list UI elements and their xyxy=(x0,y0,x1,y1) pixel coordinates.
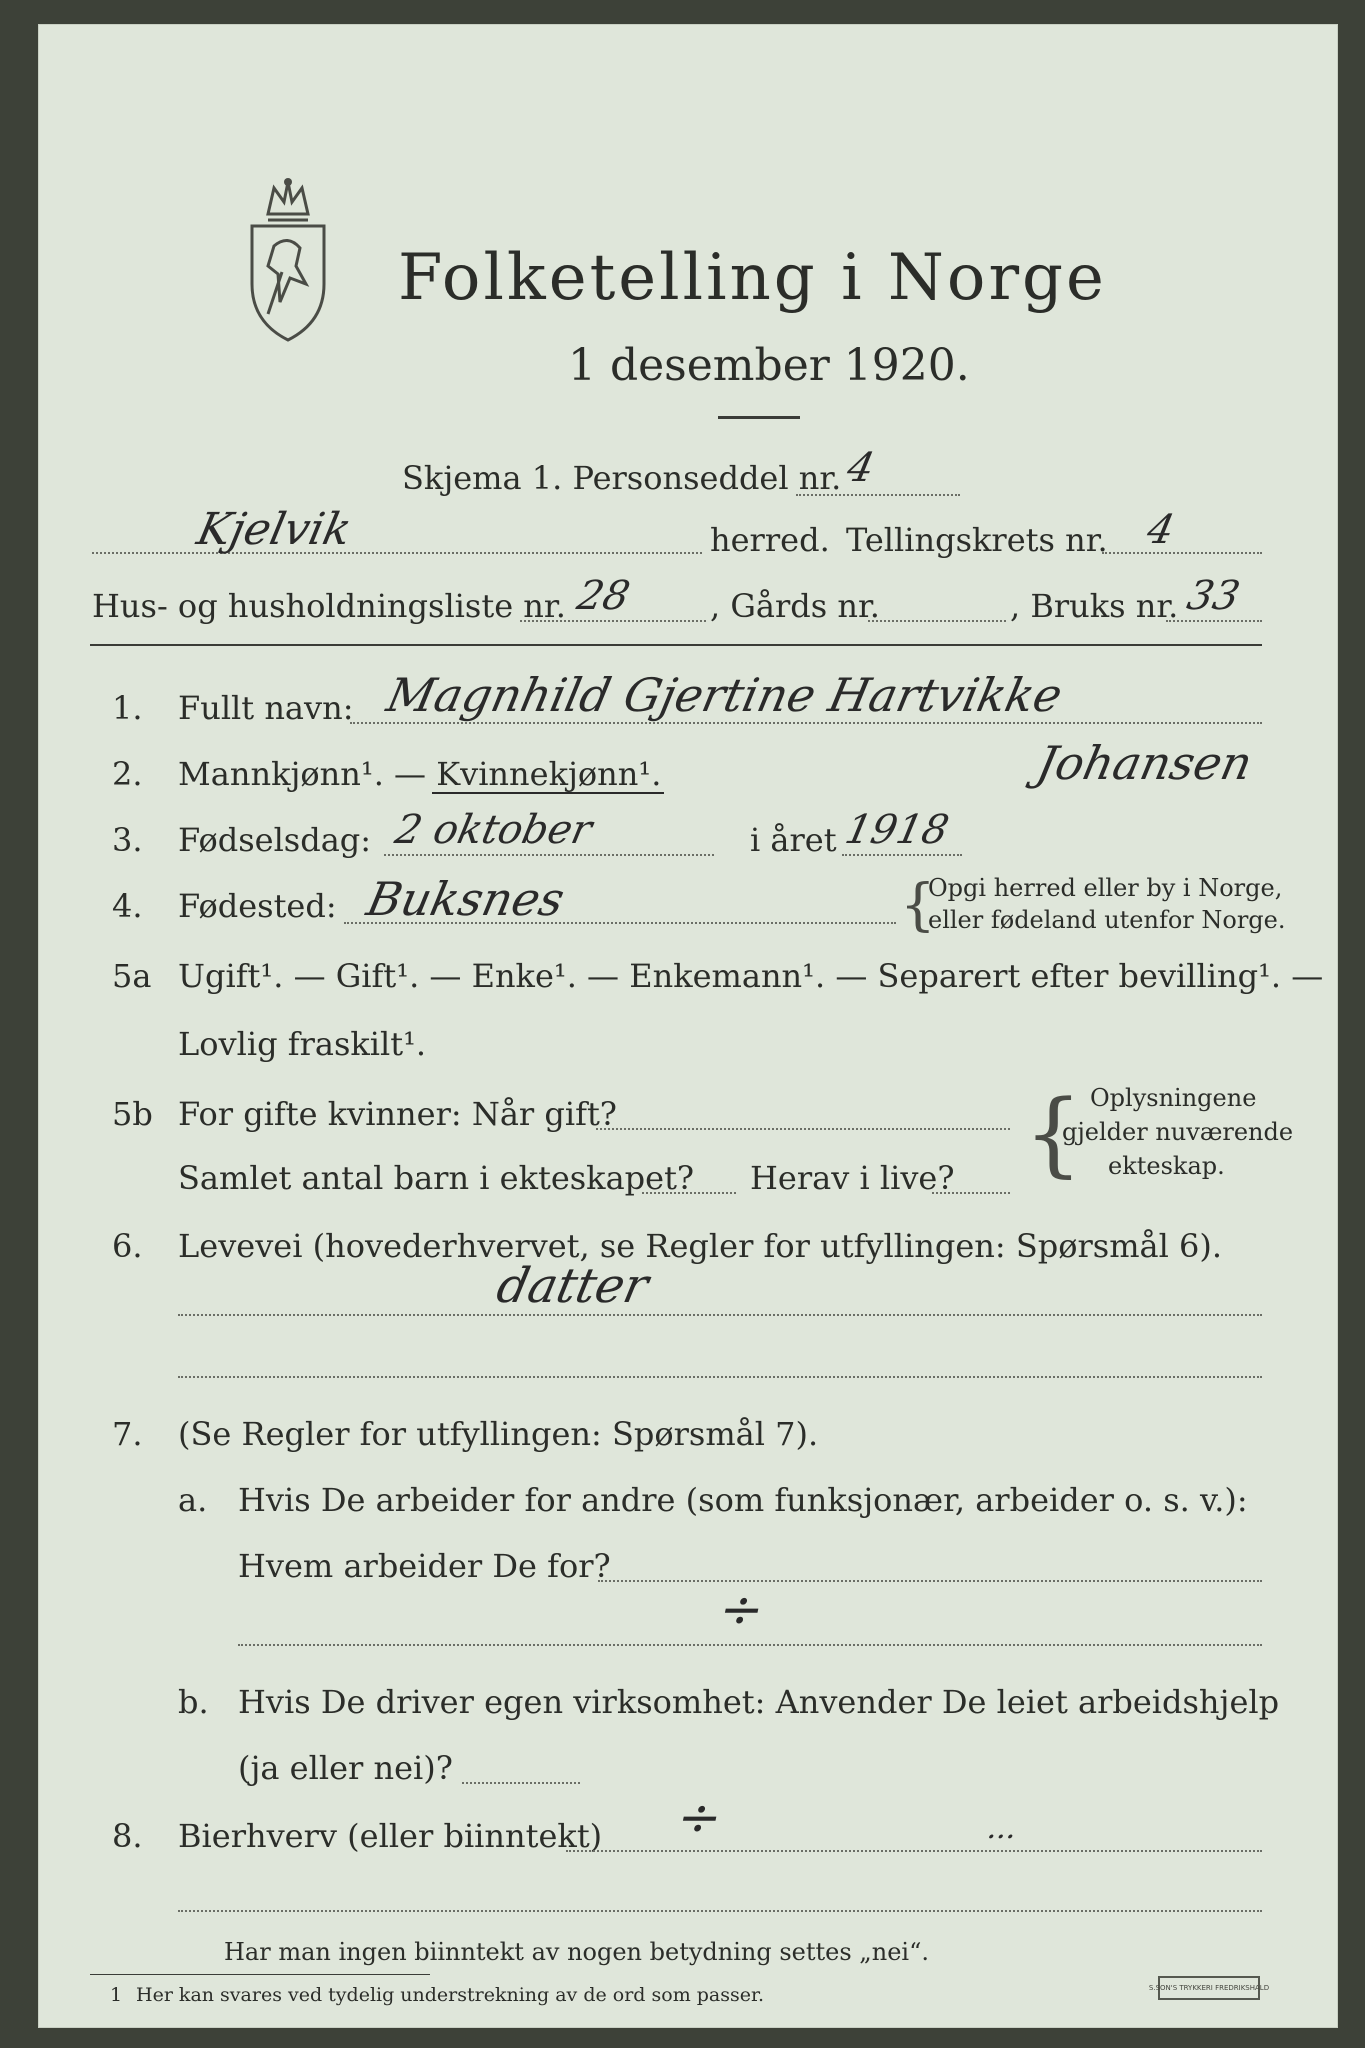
household-list-label: Hus- og husholdningsliste nr. xyxy=(92,587,566,625)
q1-label: Fullt navn: xyxy=(178,689,354,727)
herred-value: Kjelvik xyxy=(192,504,356,555)
q4-number: 4. xyxy=(112,887,143,925)
q7b-answer-line xyxy=(462,1782,580,1784)
gards-value-line xyxy=(868,620,1006,622)
q1-full-name: Magnhild Gjertine Hartvikke xyxy=(382,668,1068,722)
schema-value: 4 xyxy=(843,445,879,491)
printer-stamp xyxy=(1148,1976,1270,2000)
q3-birthday: 2 oktober xyxy=(391,807,596,853)
q3-value-line xyxy=(384,854,714,856)
q5a-number: 5a xyxy=(112,957,152,995)
census-form-page xyxy=(38,24,1338,2028)
q8-number: 8. xyxy=(112,1817,143,1855)
q7b-question-line2: (ja eller nei)? xyxy=(238,1749,453,1787)
q3-birth-year: 1918 xyxy=(841,807,953,853)
bruks-value-line xyxy=(1166,620,1262,622)
household-list-value: 28 xyxy=(573,573,634,619)
income-note: Har man ingen biinntekt av nogen betydning settes „nei“. xyxy=(224,1938,929,1966)
q6-number: 6. xyxy=(112,1227,143,1265)
q7-number: 7. xyxy=(112,1415,143,1453)
q7b-letter: b. xyxy=(178,1683,209,1721)
q5b-children-line xyxy=(642,1192,736,1194)
footnote-divider xyxy=(90,1974,430,1975)
census-date: 1 desember 1920. xyxy=(568,340,970,391)
herred-value-line xyxy=(92,552,702,554)
q5b-children-label: Samlet antal barn i ekteskapet? xyxy=(178,1159,695,1197)
q7b-question-line1: Hvis De driver egen virksomhet: Anvender De leiet arbeidshjelp xyxy=(238,1683,1280,1721)
tellingskrets-value: 4 xyxy=(1143,507,1179,553)
q3-number: 3. xyxy=(112,821,143,859)
q5b-note-line3: ekteskap. xyxy=(1108,1152,1225,1180)
q2-number: 2. xyxy=(112,755,143,793)
q7a-extra-line xyxy=(238,1644,1262,1646)
bruks-label: , Bruks nr. xyxy=(1010,587,1179,625)
q5b-married-line xyxy=(596,1128,1010,1130)
q4-brace: { xyxy=(900,873,936,938)
q5b-alive-label: Herav i live? xyxy=(750,1159,955,1197)
q7a-employer-line xyxy=(598,1580,1262,1582)
q4-note-line1: Opgi herred eller by i Norge, xyxy=(928,874,1283,902)
q1-number: 1. xyxy=(112,689,143,727)
tellingskrets-label: Tellingskrets nr. xyxy=(846,521,1108,559)
q5b-note-line1: Oplysningene xyxy=(1090,1084,1257,1112)
q4-label: Fødested: xyxy=(178,887,337,925)
q5a-options-line1: Ugift¹. — Gift¹. — Enke¹. — Enkemann¹. — Separert efter bevilling¹. — xyxy=(178,957,1324,995)
q7-label: (Se Regler for utfyllingen: Spørsmål 7). xyxy=(178,1415,819,1453)
q5b-alive-line xyxy=(932,1192,1010,1194)
q5b-note-line2: gjelder nuværende xyxy=(1062,1118,1294,1146)
q2-gender-options: Mannkjønn¹. — Kvinnekjønn¹. xyxy=(178,755,662,793)
herred-label: herred. xyxy=(710,521,830,559)
q5b-married-label: For gifte kvinner: Når gift? xyxy=(178,1095,617,1133)
form-title: Folketelling i Norge xyxy=(398,241,1107,315)
title-divider xyxy=(718,416,800,419)
q1-value-line xyxy=(350,722,1262,724)
q8-label: Bierhverv (eller biinntekt) xyxy=(178,1817,603,1855)
q6-value-line xyxy=(178,1314,1262,1316)
q6-label: Levevei (hovederhvervet, se Regler for utfyllingen: Spørsmål 6). xyxy=(178,1227,1223,1265)
q3-year-line xyxy=(842,854,962,856)
q8-extra-mark: ... xyxy=(984,1811,1021,1846)
q8-value-line xyxy=(566,1850,1262,1852)
coat-of-arms-icon xyxy=(238,174,338,344)
q7a-dash-mark: ÷ xyxy=(713,1580,770,1640)
q3-year-label: i året xyxy=(750,821,837,859)
footnote-text: Her kan svares ved tydelig understrekning av de ord som passer. xyxy=(136,1984,765,2006)
bruks-value: 33 xyxy=(1183,573,1244,619)
gards-label: , Gårds nr. xyxy=(710,587,880,625)
header-divider xyxy=(90,644,1262,646)
q4-note-line2: eller fødeland utenfor Norge. xyxy=(928,906,1286,934)
tellingskrets-value-line xyxy=(1102,552,1262,554)
footnote-number: 1 xyxy=(110,1984,123,2006)
schema-label: Skjema 1. Personseddel nr. xyxy=(402,459,842,497)
q8-dash-mark: ÷ xyxy=(671,1788,728,1848)
q6-extra-line xyxy=(178,1376,1262,1378)
q2-selected-underline xyxy=(432,792,664,794)
q4-birthplace: Buksnes xyxy=(362,872,570,926)
q3-label: Fødselsdag: xyxy=(178,821,372,859)
schema-value-line xyxy=(796,494,960,496)
q5b-number: 5b xyxy=(112,1095,153,1133)
q5a-options-line2: Lovlig fraskilt¹. xyxy=(178,1025,427,1063)
q7a-question-line2: Hvem arbeider De for? xyxy=(238,1547,611,1585)
printer-stamp-text: S.SON'S TRYKKERI FREDRIKSHALD xyxy=(1148,1984,1270,1992)
household-list-value-line xyxy=(520,620,706,622)
q7a-letter: a. xyxy=(178,1481,208,1519)
q8-extra-line xyxy=(178,1910,1262,1912)
q6-occupation: datter xyxy=(492,1258,654,1314)
q5b-brace: { xyxy=(1024,1080,1083,1187)
q1-full-name-continued: Johansen xyxy=(1032,736,1258,790)
q7a-question-line1: Hvis De arbeider for andre (som funksjonær, arbeider o. s. v.): xyxy=(238,1481,1248,1519)
